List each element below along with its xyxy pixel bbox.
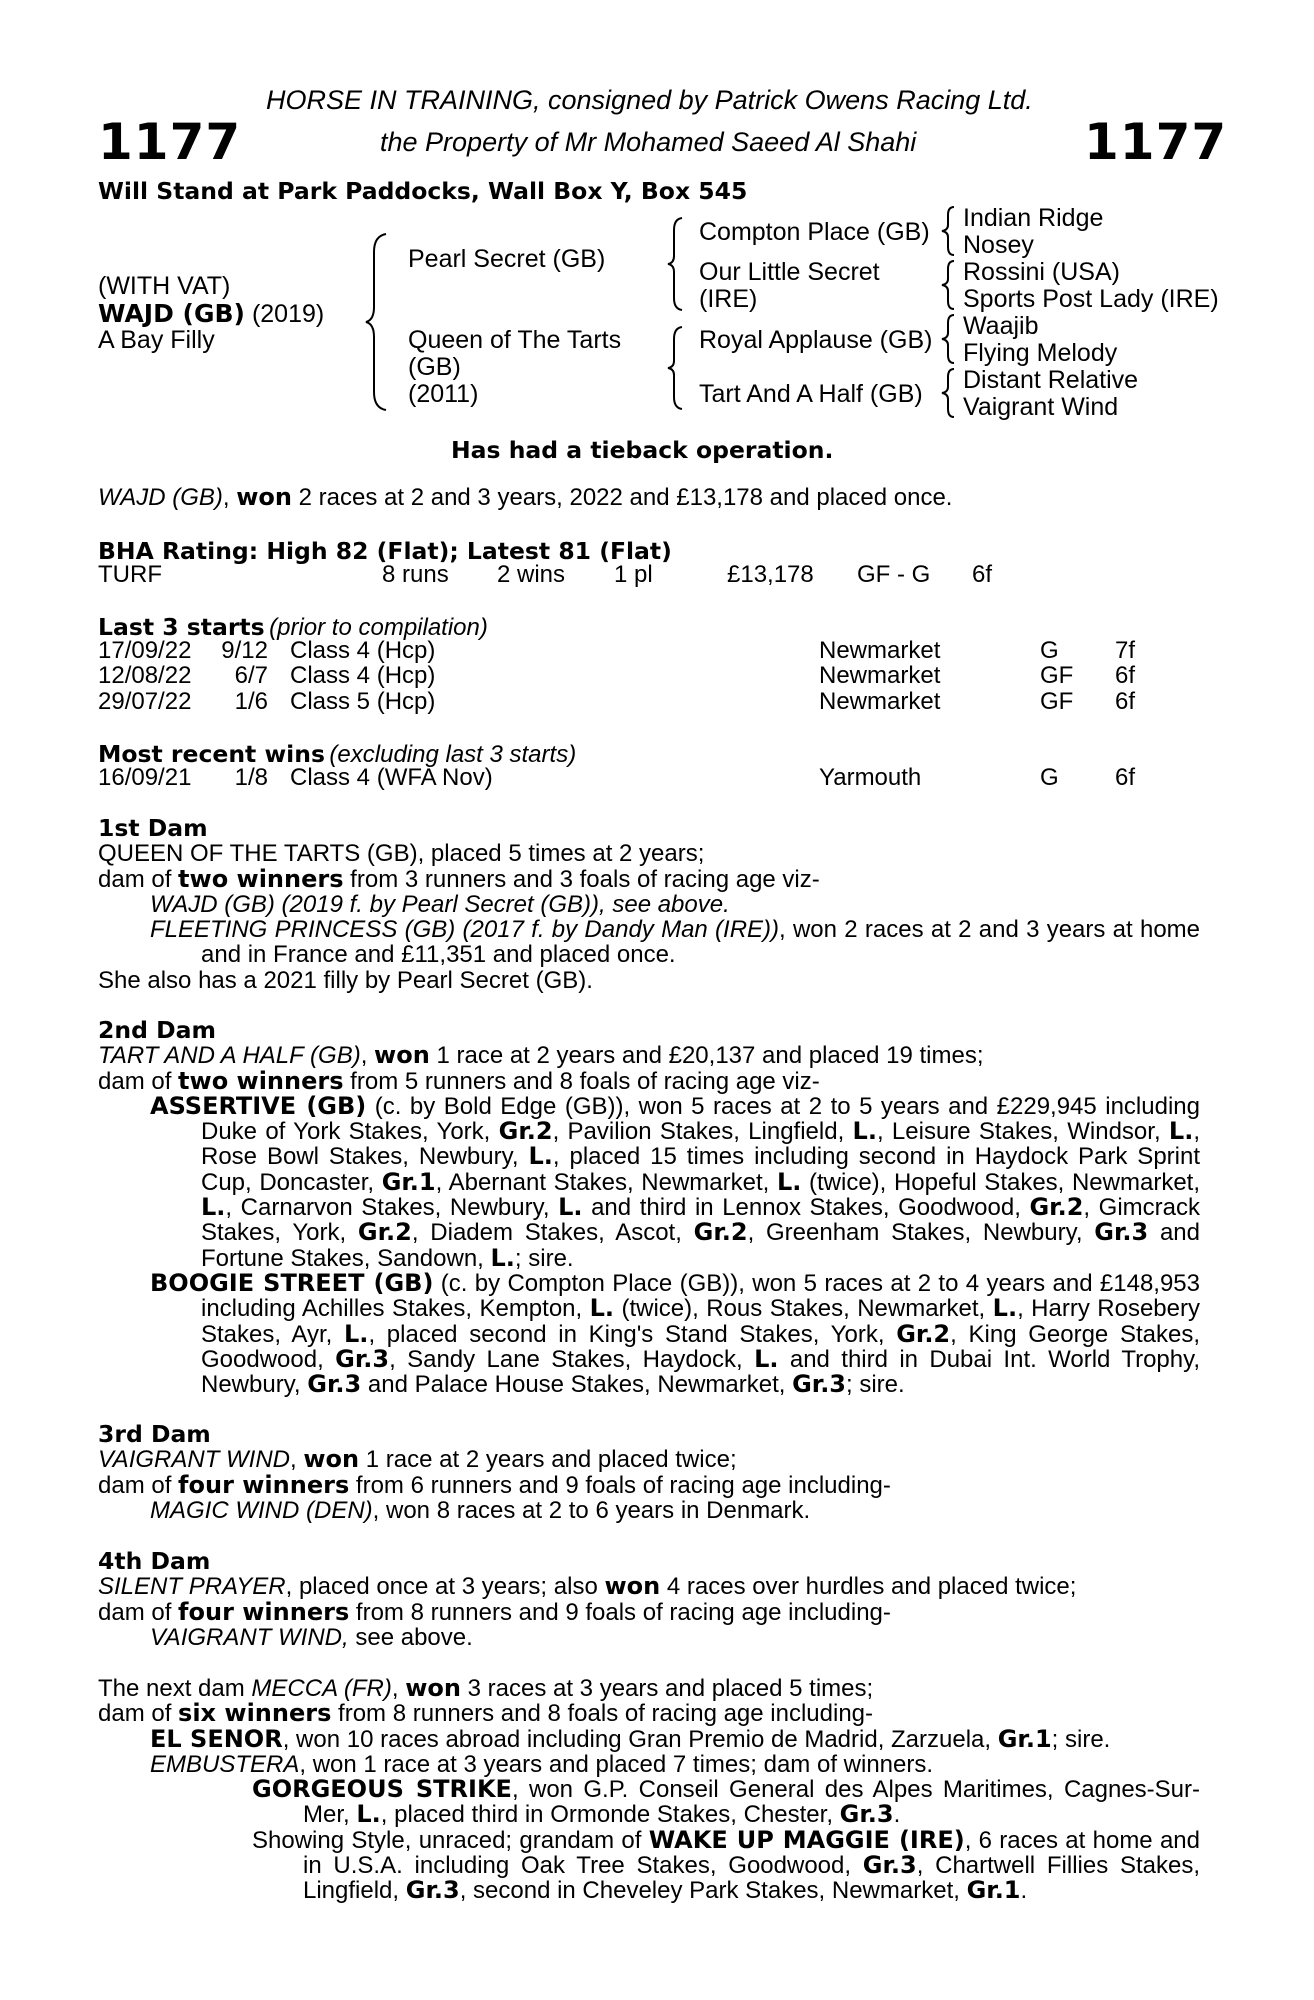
- fourth-dam-produce-line: dam of four winners from 8 runners and 9 foals of racing age including-: [98, 1597, 891, 1626]
- recent-win-position: 1/8: [234, 764, 268, 791]
- next-dam-grandfoal-showing-style: Showing Style, unraced; grandam of WAKE UP MAGGIE (IRE), 6 races at home and in U.S.A. including Oak Tree Stakes, Goodwood, Gr.3, Chartwell Fillies Stakes, Lingfield, Gr.3, second in Cheveley Park Stakes, Newmarket, Gr.1.: [252, 1825, 1201, 1905]
- rating-going: GF - G: [857, 561, 931, 588]
- last-start-course: Newmarket: [819, 662, 941, 690]
- dam-line3: (2011): [408, 380, 479, 408]
- last-start-date: 29/07/22: [98, 687, 192, 715]
- consignor-line: HORSE IN TRAINING, consigned by Patrick Owens Racing Ltd.: [266, 85, 1033, 115]
- rating-distance: 6f: [972, 561, 993, 588]
- next-dam-grandfoal-gorgeous-strike: GORGEOUS STRIKE, won G.P. Conseil General des Alpes Maritimes, Cagnes-Sur-Mer, L., placed third in Ormonde Stakes, Chester, Gr.3.: [252, 1775, 1201, 1829]
- recent-wins-heading: Most recent wins: [98, 740, 325, 768]
- brace-sd: [940, 259, 958, 316]
- recent-win-date: 16/09/21: [98, 764, 192, 791]
- sire-dam-line1: Our Little Secret: [699, 258, 880, 286]
- last-start-class: Class 4 (Hcp): [290, 637, 436, 664]
- vat-note: (WITH VAT): [98, 272, 231, 300]
- lot-number-left: 1177: [98, 113, 242, 171]
- last-start-class: Class 5 (Hcp): [290, 687, 436, 715]
- last-start-going: GF: [1040, 662, 1074, 690]
- rating-surface: TURF: [98, 561, 162, 588]
- recent-win-course: Yarmouth: [819, 764, 922, 791]
- sire: Pearl Secret (GB): [408, 245, 606, 273]
- first-dam-note: She also has a 2021 filly by Pearl Secret (GB).: [98, 966, 593, 994]
- last-starts-note: (prior to compilation): [269, 614, 488, 641]
- second-dam-heading: 2nd Dam: [98, 1016, 216, 1044]
- fourth-dam-foal-vaigrant-wind: VAIGRANT WIND, see above.: [150, 1623, 473, 1651]
- recent-wins-note: (excluding last 3 starts): [329, 741, 577, 768]
- summary-text: 2 races at 2 and 3 years, 2022 and £13,178 and placed once.: [291, 484, 953, 511]
- lot-number-right: 1177: [1084, 113, 1228, 171]
- pedigree-brace-main: [364, 232, 392, 417]
- brace-ss: [940, 205, 958, 262]
- third-dam-foal-magic-wind: MAGIC WIND (DEN), won 8 races at 2 to 6 years in Denmark.: [150, 1496, 811, 1524]
- summary-name: WAJD (GB): [98, 484, 223, 511]
- dam-sire: Royal Applause (GB): [699, 326, 933, 354]
- first-dam-produce-line: dam of two winners from 3 runners and 3 foals of racing age viz-: [98, 864, 820, 893]
- dam-line2: (GB): [408, 353, 461, 381]
- last-start-class: Class 4 (Hcp): [290, 662, 436, 690]
- last-start-date: 17/09/22: [98, 637, 192, 664]
- property-line: the Property of Mr Mohamed Saeed Al Shahi: [380, 127, 917, 157]
- second-dam-foal-boogie-street: BOOGIE STREET (GB) (c. by Compton Place (GB)), won 5 races at 2 to 4 years and £148,953 including Achilles Stakes, Kempton, L. (twice), Rous Stakes, Newmarket, L., Harry Rosebery Stakes, Ayr, L., placed second in King's Stand Stakes, York, Gr.2, King George Stakes, Goodwood, Gr.3, Sandy Lane Stakes, Haydock, L. and third in Dubai Int. World Trophy, Newbury, Gr.3 and Palace House Stakes, Newmarket, Gr.3; sire.: [150, 1268, 1201, 1399]
- fourth-dam-heading: 4th Dam: [98, 1547, 211, 1575]
- next-dam-foal-embustera: EMBUSTERA, won 1 race at 3 years and placed 7 times; dam of winners.: [150, 1750, 934, 1778]
- first-dam-line: QUEEN OF THE TARTS (GB), placed 5 times at 2 years;: [98, 840, 705, 868]
- sire-dam-sire: Rossini (USA): [963, 258, 1120, 286]
- last-starts-heading: Last 3 starts: [98, 613, 265, 641]
- third-dam-heading: 3rd Dam: [98, 1420, 211, 1448]
- recent-win-going: G: [1040, 764, 1059, 791]
- last-start-distance: 6f: [1115, 687, 1136, 715]
- next-dam-foal-el-senor: EL SENOR, won 10 races abroad including Gran Premio de Madrid, Zarzuela, Gr.1; sire.: [150, 1724, 1111, 1753]
- rating-earnings: £13,178: [727, 561, 814, 588]
- last-start-position: 1/6: [234, 687, 268, 715]
- last-start-course: Newmarket: [819, 687, 941, 715]
- fourth-dam-line: SILENT PRAYER, placed once at 3 years; also won 4 races over hurdles and placed twice;: [98, 1572, 1077, 1601]
- brace-sire-side: [666, 216, 686, 317]
- next-dam-section: [98, 1676, 1200, 1904]
- horse-year: (2019): [251, 300, 325, 328]
- first-dam-heading: 1st Dam: [98, 814, 208, 842]
- last-start-distance: 6f: [1115, 662, 1136, 690]
- last-start-going: G: [1040, 637, 1059, 664]
- dam-dam: Tart And A Half (GB): [699, 380, 923, 408]
- third-dam-line: VAIGRANT WIND, won 1 race at 2 years and placed twice;: [98, 1445, 737, 1474]
- dam-dam-sire: Distant Relative: [963, 366, 1139, 394]
- horse-name: WAJD (GB): [98, 299, 245, 328]
- dam-sire-dam: Flying Melody: [963, 339, 1118, 367]
- sire-sire-sire: Indian Ridge: [963, 204, 1104, 232]
- first-dam-foal-wajd: WAJD (GB) (2019 f. by Pearl Secret (GB)), see above.: [150, 890, 730, 918]
- recent-win-distance: 6f: [1115, 764, 1136, 791]
- last-start-position: 6/7: [234, 662, 268, 690]
- rating-row: [0, 562, 1314, 588]
- rating-heading: BHA Rating: High 82 (Flat); Latest 81 (Flat): [98, 537, 672, 565]
- sire-dam-dam: Sports Post Lady (IRE): [963, 285, 1219, 313]
- rating-wins: 2 wins: [497, 561, 566, 588]
- summary-won: won: [236, 483, 292, 511]
- first-dam-section: [98, 816, 1200, 993]
- dam-sire-sire: Waajib: [963, 312, 1039, 340]
- recent-win-row: [0, 765, 1314, 791]
- sire-sire-dam: Nosey: [963, 231, 1034, 259]
- last-start-going: GF: [1040, 687, 1074, 715]
- stabling-line: Will Stand at Park Paddocks, Wall Box Y, Box 545: [98, 177, 748, 205]
- last-start-row: [0, 663, 1314, 689]
- second-dam-produce-line: dam of two winners from 5 runners and 8 foals of racing age viz-: [98, 1066, 820, 1095]
- rating-placed: 1 pl: [614, 561, 653, 588]
- rating-runs: 8 runs: [382, 561, 449, 588]
- last-start-row: [0, 689, 1314, 715]
- sire-dam-line2: (IRE): [699, 285, 758, 313]
- dam-dam-dam: Vaigrant Wind: [963, 393, 1119, 421]
- last-start-position: 9/12: [221, 637, 268, 664]
- recent-win-class: Class 4 (WFA Nov): [290, 764, 493, 791]
- third-dam-produce-line: dam of four winners from 6 runners and 9 foals of racing age including-: [98, 1470, 891, 1499]
- summary-line: WAJD (GB), won 2 races at 2 and 3 years, 2022 and £13,178 and placed once.: [98, 483, 953, 511]
- brace-ds: [940, 313, 958, 370]
- sire-sire: Compton Place (GB): [699, 218, 930, 246]
- horse-name-line: [98, 299, 324, 329]
- next-dam-produce-line: dam of six winners from 8 runners and 8 foals of racing age including-: [98, 1699, 874, 1728]
- operation-note: Has had a tieback operation.: [451, 436, 834, 464]
- last-start-row: [0, 638, 1314, 664]
- second-dam-section: [98, 1018, 1200, 1397]
- last-start-course: Newmarket: [819, 637, 941, 664]
- last-start-distance: 7f: [1115, 637, 1136, 664]
- next-dam-line: The next dam MECCA (FR), won 3 races at 3 years and placed 5 times;: [98, 1674, 874, 1702]
- brace-dd: [940, 367, 958, 424]
- third-dam-section: [98, 1422, 891, 1523]
- dam-line1: Queen of The Tarts: [408, 326, 622, 354]
- last-start-date: 12/08/22: [98, 662, 192, 690]
- horse-description: A Bay Filly: [98, 326, 215, 354]
- second-dam-foal-assertive: ASSERTIVE (GB) (c. by Bold Edge (GB)), won 5 races at 2 to 5 years and £229,945 including Duke of York Stakes, York, Gr.2, Pavilion Stakes, Lingfield, L., Leisure Stakes, Windsor, L., Rose Bowl Stakes, Newbury, L., placed 15 times including second in Haydock Park Sprint Cup, Doncaster, Gr.1, Abernant Stakes, Newmarket, L. (twice), Hopeful Stakes, Newmarket, L., Carnarvon Stakes, Newbury, L. and third in Lennox Stakes, Goodwood, Gr.2, Gimcrack Stakes, York, Gr.2, Diadem Stakes, Ascot, Gr.2, Greenham Stakes, Newbury, Gr.3 and Fortune Stakes, Sandown, L.; sire.: [150, 1091, 1201, 1272]
- second-dam-line: TART AND A HALF (GB), won 1 race at 2 years and £20,137 and placed 19 times;: [98, 1041, 984, 1070]
- brace-dam-side: [666, 325, 686, 416]
- first-dam-foal-fleeting-princess: FLEETING PRINCESS (GB) (2017 f. by Dandy Man (IRE)), won 2 races at 2 and 3 years at home and in France and £11,351 and placed once.: [150, 916, 1201, 969]
- fourth-dam-section: [98, 1549, 1076, 1650]
